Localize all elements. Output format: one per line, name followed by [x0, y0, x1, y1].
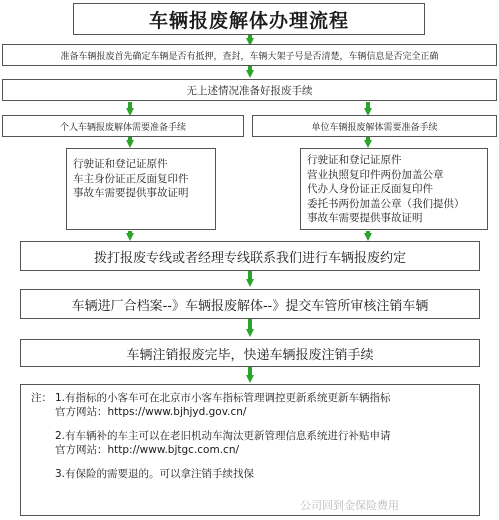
- step-prepare-documents: 无上述情况准备好报废手续: [2, 79, 497, 101]
- note-1-text: 1.有指标的小客车可在北京市小客车指标管理调控更新系统更新车辆指标: [55, 392, 391, 404]
- personal-documents-list: [66, 148, 216, 230]
- step-process-vehicle: 车辆进厂合档案--》车辆报废解体--》提交车管所审核注销车辆: [20, 289, 480, 319]
- step-cancellation-complete: 车辆注销报废完毕，快递车辆报废注销手续: [20, 339, 480, 367]
- page-title: 车辆报废解体办理流程: [73, 3, 425, 35]
- note-1-website: 官方网站：https://www.bjhjyd.gov.cn/: [55, 406, 247, 418]
- notes-label: 注：: [31, 392, 52, 404]
- company-branch-header: 单位车辆报废解体需要准备手续: [252, 115, 497, 137]
- company-documents-list: [300, 148, 488, 230]
- list-item: 车主身份证正反面复印件: [73, 172, 189, 185]
- list-item: 事故车需要提供事故证明: [307, 212, 423, 224]
- list-item: 事故车需要提供事故证明: [73, 187, 189, 199]
- list-item: 行驶证和登记证原件: [307, 154, 402, 166]
- watermark: 公司回到金保险费用: [300, 499, 399, 512]
- personal-branch-header: 个人车辆报废解体需要准备手续: [2, 115, 244, 137]
- note-2-website: 官方网站：http://www.bjtgc.com.cn/: [55, 444, 240, 456]
- list-item: 行驶证和登记证原件: [73, 158, 168, 170]
- step-verify-vehicle: 准备车辆报废首先确定车辆是否有抵押，查封，车辆大架子号是否清楚，车辆信息是否完全正确: [2, 44, 497, 66]
- list-item: 委托书两份加盖公章（我们提供）: [307, 197, 465, 210]
- list-item: 营业执照复印件两份加盖公章: [307, 168, 444, 181]
- note-3-text: 3.有保险的需要退的。可以拿注销手续找保: [55, 468, 255, 480]
- note-2-text: 2.有车辆补的车主可以在老旧机动车淘汰更新管理信息系统进行补贴申请: [55, 430, 391, 442]
- step-contact-hotline: 拨打报废专线或者经理专线联系我们进行车辆报废约定: [20, 241, 480, 271]
- list-item: 代办人身份证正反面复印件: [307, 183, 433, 195]
